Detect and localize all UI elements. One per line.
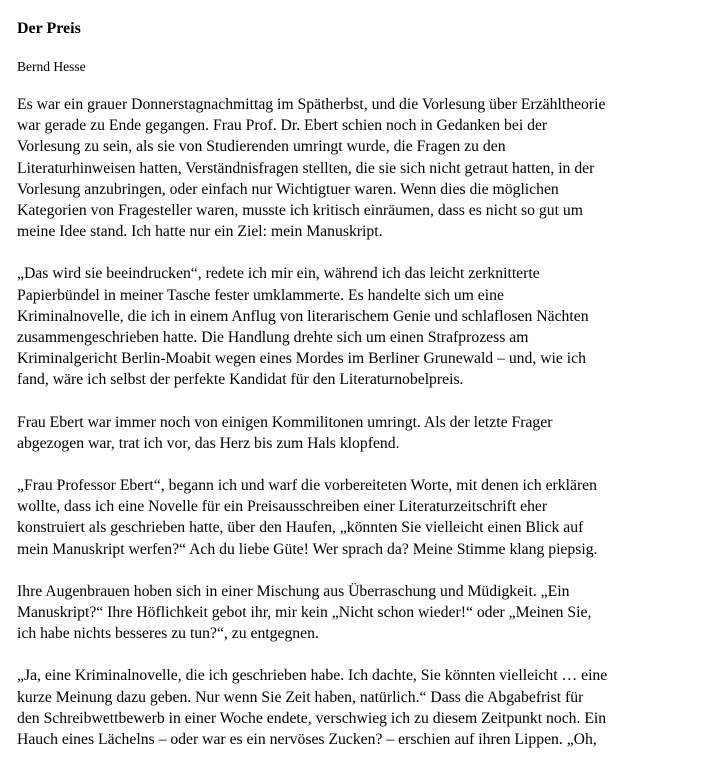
document-body <box>17 94 717 750</box>
text-line: abgezogen war, trat ich vor, das Herz bis zum Hals klopfend. <box>17 434 400 452</box>
text-line: Kriminalgericht Berlin-Moabit wegen eines Mordes im Berliner Grunewald – und, wie ich <box>17 350 586 368</box>
paragraph <box>17 665 717 750</box>
text-line: „Das wird sie beeindrucken“, redete ich mir ein, während ich das leicht zerknitterte <box>17 265 540 283</box>
text-line: den Schreibwettbewerb in einer Woche endete, verschwieg ich zu diesem Zeitpunkt noch. Ein <box>17 709 607 727</box>
text-line: Hauch eines Lächelns – oder war es ein nervöses Zucken? – erschien auf ihren Lippen. „Oh, <box>17 731 597 749</box>
text-line: Literaturhinweisen hatten, Verständnisfragen stellten, die sie sich nicht getraut hatten, in der <box>17 159 595 177</box>
text-line: Ihre Augenbrauen hoben sich in einer Mischung aus Überraschung und Müdigkeit. „Ein <box>17 582 570 600</box>
paragraph <box>17 412 717 454</box>
paragraph <box>17 581 717 645</box>
text-line: „Ja, eine Kriminalnovelle, die ich geschrieben habe. Ich dachte, Sie könnten vielleicht … eine <box>17 667 608 685</box>
text-line: Vorlesung anzubringen, oder einfach nur Wichtigtuer waren. Wenn dies die möglichen <box>17 180 559 198</box>
text-line: war gerade zu Ende gegangen. Frau Prof. Dr. Ebert schien noch in Gedanken bei der <box>17 117 548 135</box>
text-line: zusammengeschrieben hatte. Die Handlung drehte sich um einen Strafprozess am <box>17 329 529 347</box>
document-author: Bernd Hesse <box>17 59 86 74</box>
text-line: Vorlesung zu sein, als sie von Studierenden umringt wurde, die Fragen zu den <box>17 138 506 156</box>
text-line: Es war ein grauer Donnerstagnachmittag im Spätherbst, und die Vorlesung über Erzähltheorie <box>17 96 606 113</box>
text-line: Manuskript?“ Ihre Höflichkeit gebot ihr, mir kein „Nicht schon wieder!“ oder „Meinen Sie, <box>17 604 592 622</box>
text-line: „Frau Professor Ebert“, begann ich und warf die vorbereiteten Worte, mit denen ich erklären <box>17 477 597 495</box>
text-line: ich habe nichts besseres zu tun?“, zu entgegnen. <box>17 625 319 643</box>
text-line: Kategorien von Fragesteller waren, musste ich kritisch einräumen, dass es nicht so gut um <box>17 202 583 220</box>
paragraph <box>17 94 717 242</box>
text-line: Papierbündel in meiner Tasche fester umklammerte. Es handelte sich um eine <box>17 286 504 304</box>
text-line: konstruiert als geschrieben hatte, über den Haufen, „könnten Sie vielleicht einen Blick auf <box>17 519 584 537</box>
paragraph <box>17 263 717 390</box>
text-line: Kriminalnovelle, die ich in einem Anflug von literarischem Genie und schlaflosen Nächten <box>17 307 589 325</box>
text-line: fand, wäre ich selbst der perfekte Kandidat für den Literaturnobelpreis. <box>17 371 464 389</box>
text-line: mein Manuskript werfen?“ Ach du liebe Güte! Wer sprach da? Meine Stimme klang piepsig. <box>17 540 598 558</box>
text-line: kurze Meinung dazu geben. Nur wenn Sie Zeit haben, natürlich.“ Dass die Abgabefrist für <box>17 688 584 706</box>
text-line: Frau Ebert war immer noch von einigen Kommilitonen umringt. Als der letzte Frager <box>17 413 553 431</box>
document-title: Der Preis <box>17 20 81 37</box>
paragraph <box>17 475 717 560</box>
text-line: meine Idee stand. Ich hatte nur ein Ziel: mein Manuskript. <box>17 223 383 241</box>
document-page <box>17 18 717 771</box>
text-line: wollte, dass ich eine Novelle für ein Preisausschreiben einer Literaturzeitschrift eher <box>17 498 548 516</box>
